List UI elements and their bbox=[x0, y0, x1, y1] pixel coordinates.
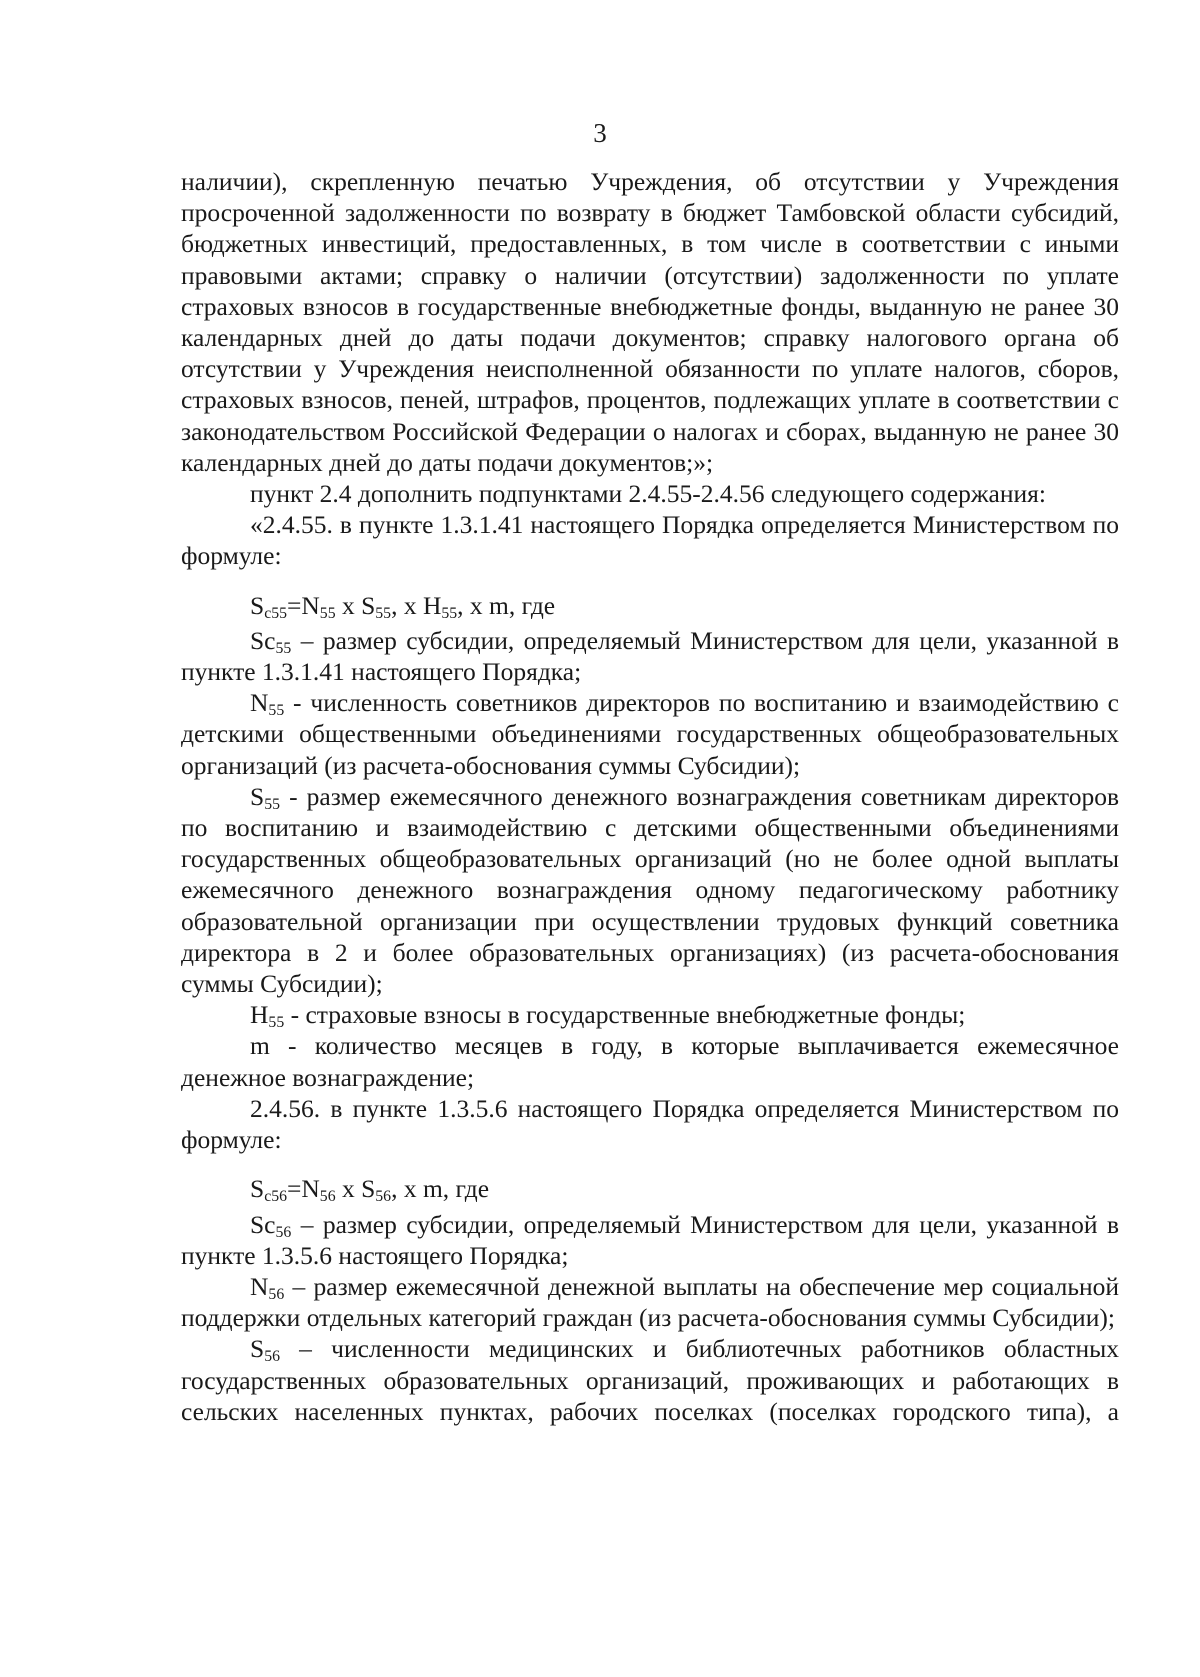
paragraph-2-4-56: 2.4.56. в пункте 1.3.5.6 настоящего Порядка определяется Министерством по формуле: bbox=[181, 1093, 1119, 1155]
definition-s55: $S_{55}$ - размер ежемесячного денежного вознаграждения советникам директоров по воспитанию и взаимодействию с детскими общественными объединениями государственных общеобразовательных организаций (но не более одной выплаты ежемесячного денежного вознаграждения одному педагогическому работнику образовательной организации при осуществлении трудовых функций советника директора в 2 и более образовательных организациях) (из расчета-обоснования суммы Субсидии); bbox=[181, 781, 1119, 999]
paragraph-2-4-55: «2.4.55. в пункте 1.3.1.41 настоящего Порядка определяется Министерством по формуле: bbox=[181, 510, 1119, 571]
formula-56: $S_{c56}=N_{56}$ x $S_{56}$, x m, где bbox=[250, 1174, 490, 1206]
formula-55: $S_{c55}=N_{55}$ x $S_{55}$, x $H_{55}$, x m, где bbox=[250, 590, 556, 622]
definition-sc56: $Sc_{56}$ – размер субсидии, определяемый Министерством для цели, указанной в пункте 1.3.5.6 настоящего Порядка; bbox=[181, 1209, 1119, 1270]
page-number: 3 bbox=[593, 118, 607, 148]
definition-s56: $S_{56}$ – численности медицинских и библиотечных работников областных государственных образовательных организаций, проживающих и работающих в сельских населенных пунктах, рабочих поселках (поселках городского типа), а bbox=[181, 1334, 1119, 1426]
definition-m: m - количество месяцев в году, в которые выплачивается ежемесячное денежное вознаграждение; bbox=[181, 1031, 1119, 1092]
paragraph-continuation: наличии), скрепленную печатью Учреждения, об отсутствии у Учреждения просроченной задолженности по возврату в бюджет Тамбовской области субсидий, бюджетных инвестиций, предоставленных, в том числе в соответствии с иными правовыми актами; справку о наличии (отсутствии) задолженности по уплате страховых взносов в государственные внебюджетные фонды, выданную не ранее 30 календарных дней до даты подачи документов; справку налогового органа об отсутствии у Учреждения неисполненной обязанности по уплате налогов, сборов, страховых взносов, пеней, штрафов, процентов, подлежащих уплате в соответствии с законодательством Российской Федерации о налогах и сборах, выданную не ранее 30 календарных дней до даты подачи документов;»; bbox=[181, 167, 1119, 477]
definition-n56: $N_{56}$ – размер ежемесячной денежной выплаты на обеспечение мер социальной поддержки отдельных категорий граждан (из расчета-обоснования суммы Субсидии); bbox=[181, 1271, 1119, 1333]
paragraph-amend-2-4: пункт 2.4 дополнить подпунктами 2.4.55-2.4.56 следующего содержания: bbox=[250, 479, 1046, 509]
definition-h55: $H_{55}$ - страховые взносы в государственные внебюджетные фонды; bbox=[250, 1000, 966, 1032]
document-body bbox=[181, 166, 1119, 1427]
definition-n55: $N_{55}$ - численность советников директоров по воспитанию и взаимодействию с детскими общественными объединениями государственных общеобразовательных организаций (из расчета-обоснования суммы Субсидии); bbox=[181, 688, 1119, 780]
definition-sc55: $Sc_{55}$ – размер субсидии, определяемый Министерством для цели, указанной в пункте 1.3.1.41 настоящего Порядка; bbox=[181, 625, 1119, 687]
